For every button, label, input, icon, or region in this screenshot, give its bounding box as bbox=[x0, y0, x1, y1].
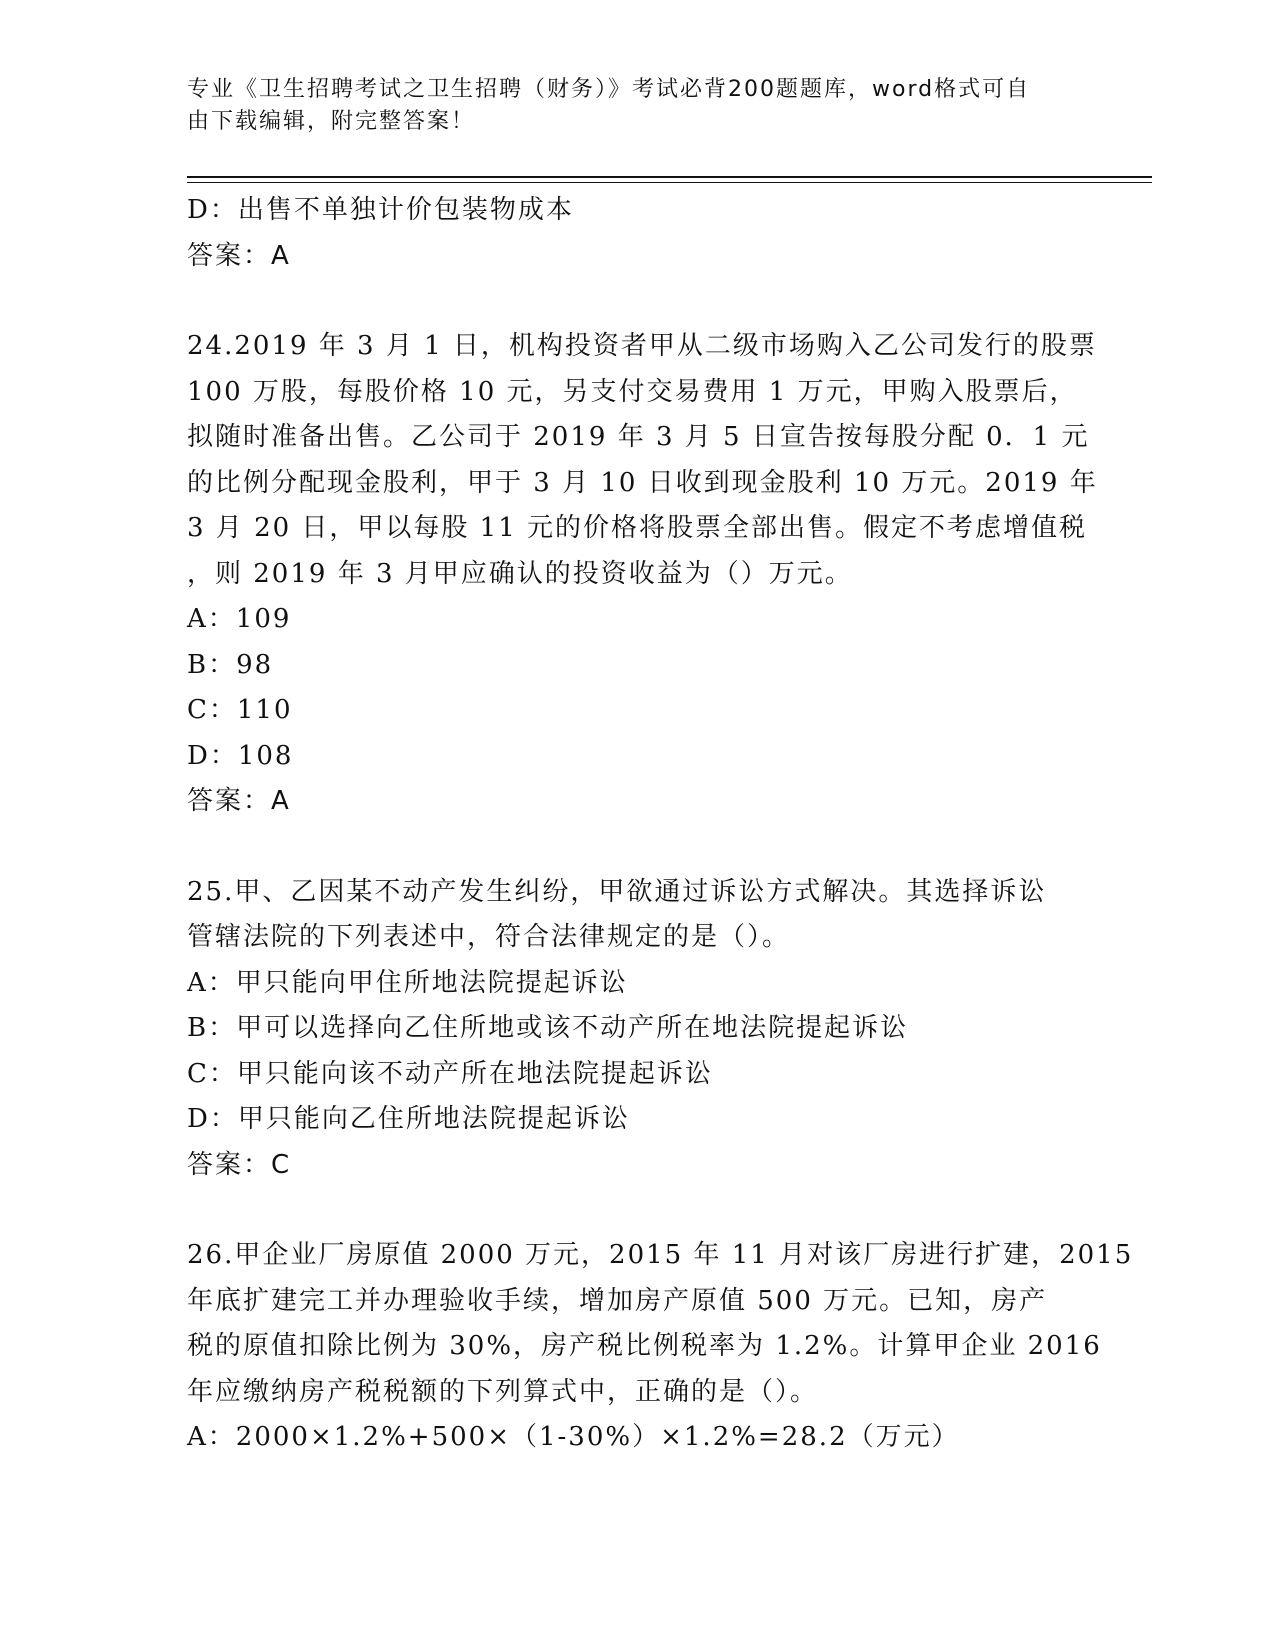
question-text-line: ，则 2019 年 3 月甲应确认的投资收益为（）万元。 bbox=[187, 558, 853, 589]
question-spacer bbox=[187, 1188, 1087, 1233]
answer: 答案：A bbox=[187, 240, 291, 271]
document-body bbox=[187, 188, 1134, 1461]
question-26 bbox=[187, 1233, 1134, 1461]
question-23-tail bbox=[187, 188, 1087, 279]
header-line-1: 专业《卫生招聘考试之卫生招聘（财务）》考试必背200题题库，word格式可自 bbox=[187, 77, 1031, 102]
question-text-line: 24.2019 年 3 月 1 日，机构投资者甲从二级市场购入乙公司发行的股票 bbox=[187, 331, 1097, 361]
option-b: B：98 bbox=[187, 649, 274, 680]
header-rule-thick bbox=[187, 176, 1152, 178]
question-text-line: 的比例分配现金股利，甲于 3 月 10 日收到现金股利 10 万元。2019 年 bbox=[187, 467, 1098, 498]
header-line-2: 由下载编辑，附完整答案！ bbox=[187, 109, 476, 134]
option-c: C：甲只能向该不动产所在地法院提起诉讼 bbox=[187, 1058, 713, 1089]
question-24 bbox=[187, 324, 1098, 825]
question-text-line: 3 月 20 日，甲以每股 11 元的价格将股票全部出售。假定不考虑增值税 bbox=[187, 513, 1088, 543]
option-d: D：108 bbox=[187, 740, 294, 771]
option-d: D：甲只能向乙住所地法院提起诉讼 bbox=[187, 1104, 630, 1134]
option-a: A：甲只能向甲住所地法院提起诉讼 bbox=[187, 967, 628, 998]
answer: 答案：C bbox=[187, 1149, 292, 1180]
answer: 答案：A bbox=[187, 786, 291, 816]
question-text-line: 年底扩建完工并办理验收手续，增加房产原值 500 万元。已知，房产 bbox=[187, 1285, 1048, 1316]
question-text-line: 25.甲、乙因某不动产发生纠纷，甲欲通过诉讼方式解决。其选择诉讼 bbox=[187, 876, 1047, 907]
question-text-line: 税的原值扣除比例为 30%，房产税比例税率为 1.2%。计算甲企业 2016 bbox=[187, 1331, 1102, 1361]
header-rule-thin bbox=[187, 182, 1152, 183]
question-text-line: 年应缴纳房产税税额的下列算式中，正确的是（）。 bbox=[187, 1376, 819, 1407]
option-c: C：110 bbox=[187, 695, 293, 725]
question-25 bbox=[187, 870, 1087, 1189]
option-a: A：2000×1.2%+500×（1-30%）×1.2%=28.2（万元） bbox=[187, 1422, 960, 1452]
question-text-line: 100 万股，每股价格 10 元，另支付交易费用 1 万元，甲购入股票后， bbox=[187, 376, 1078, 407]
question-text-line: 拟随时准备出售。乙公司于 2019 年 3 月 5 日宣告按每股分配 0．1 元 bbox=[187, 422, 1090, 452]
option-d: D：出售不单独计价包装物成本 bbox=[187, 195, 574, 225]
option-a: A：109 bbox=[187, 604, 292, 634]
question-spacer bbox=[187, 825, 1087, 870]
question-spacer bbox=[187, 279, 1087, 324]
question-text-line: 管辖法院的下列表述中，符合法律规定的是（）。 bbox=[187, 922, 791, 952]
option-b: B：甲可以选择向乙住所地或该不动产所在地法院提起诉讼 bbox=[187, 1013, 909, 1043]
question-text-line: 26.甲企业厂房原值 2000 万元，2015 年 11 月对该厂房进行扩建，2015 bbox=[187, 1240, 1134, 1270]
document-header bbox=[187, 74, 1077, 138]
